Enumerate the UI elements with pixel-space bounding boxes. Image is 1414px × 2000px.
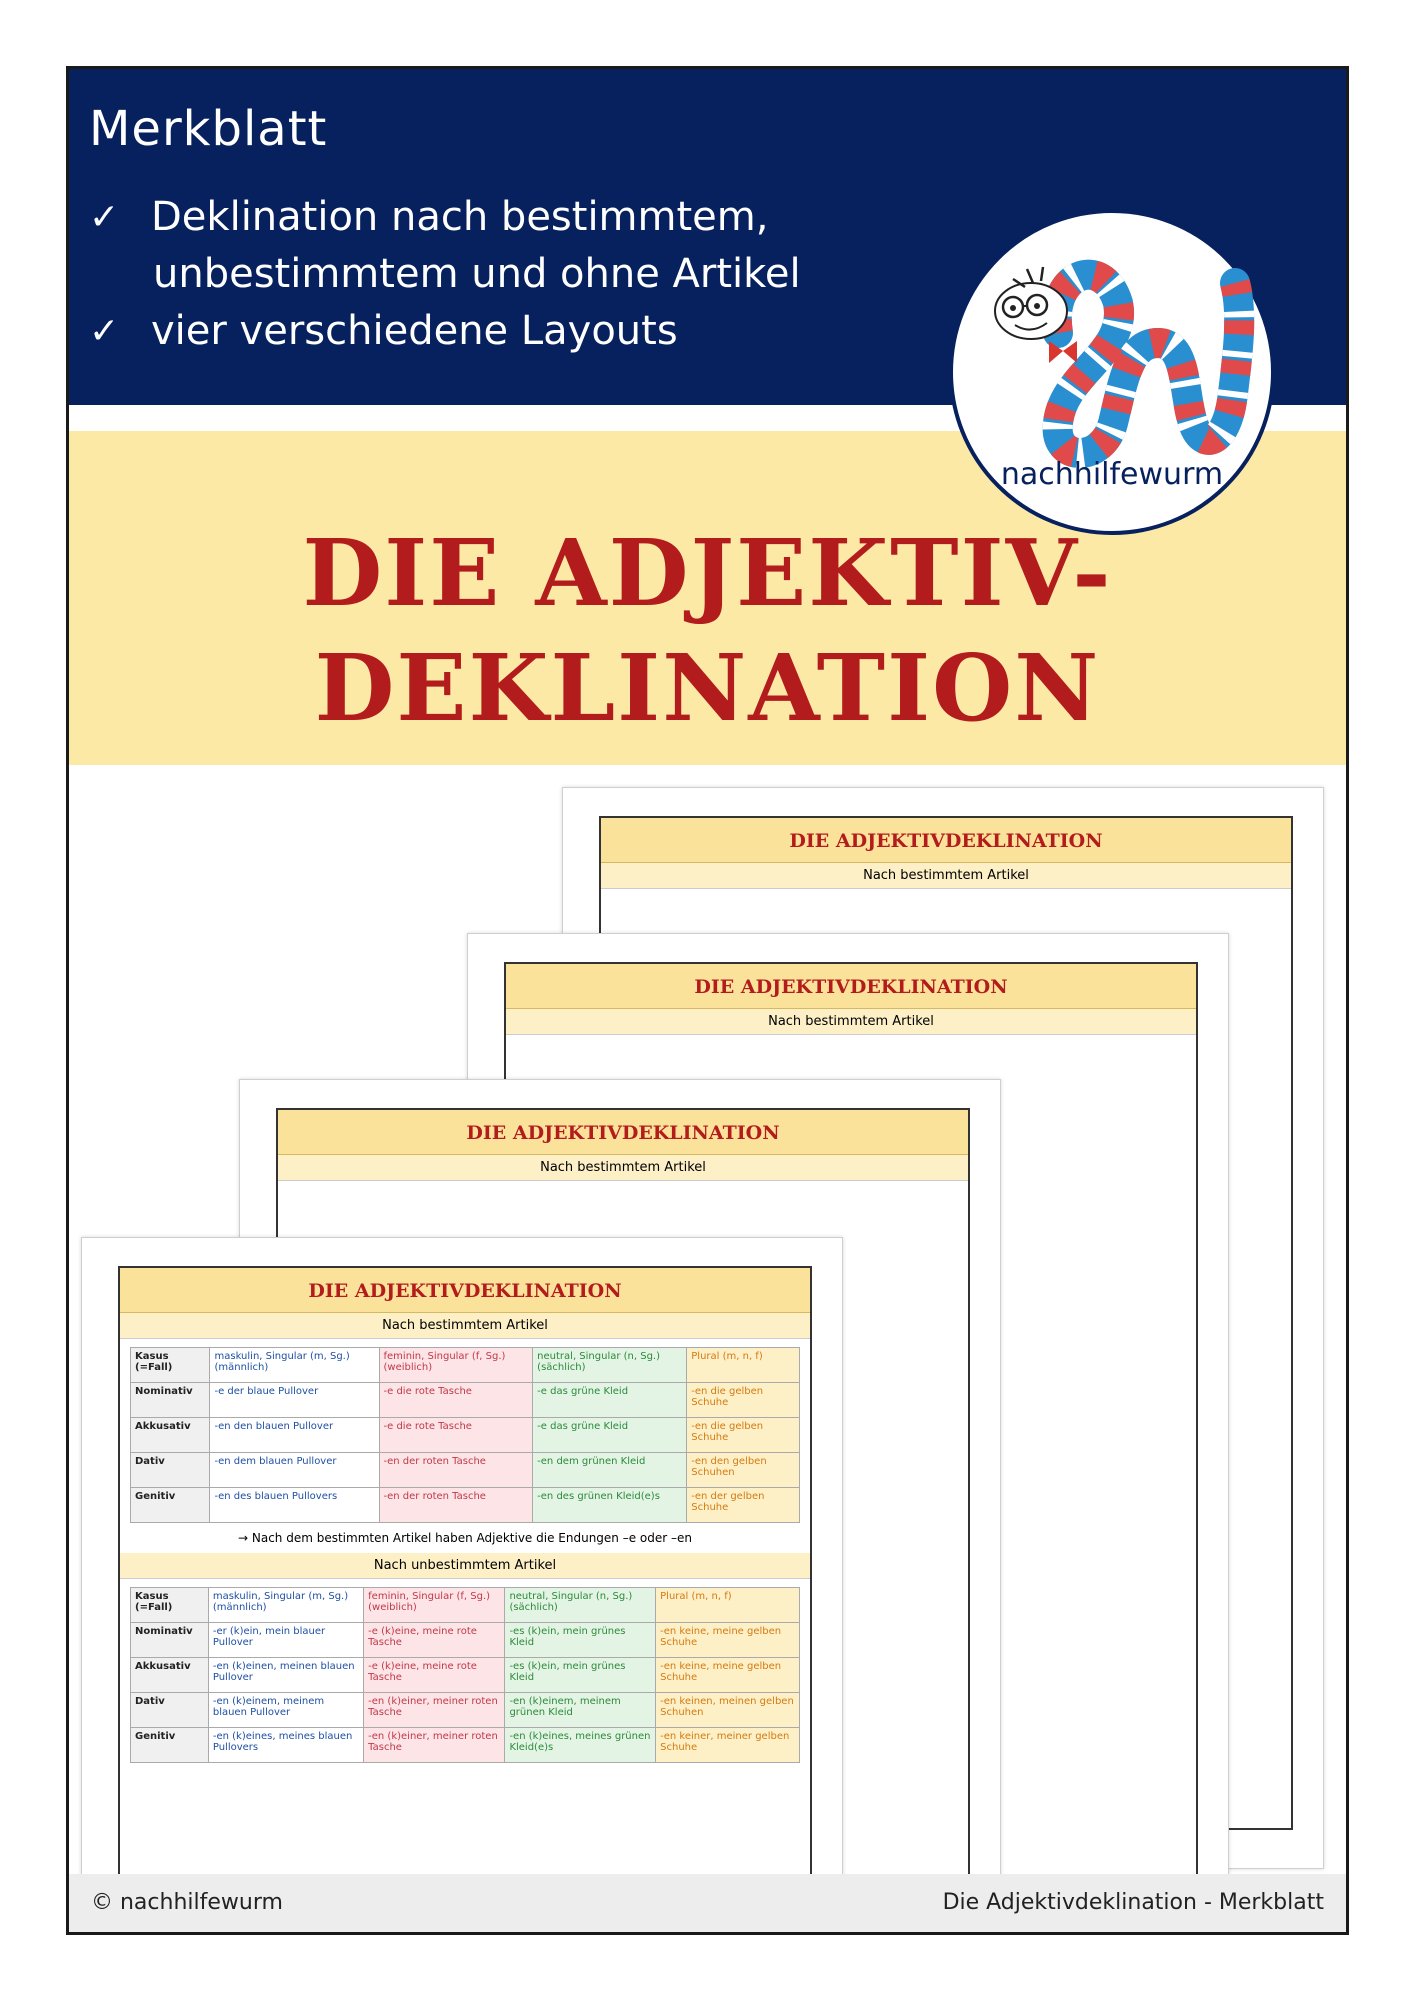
table-header: Kasus (=Fall) [131,1588,209,1623]
table-header: maskulin, Singular (m, Sg.) (männlich) [208,1588,363,1623]
table-cell: -en dem blauen Pullover [210,1453,379,1488]
table-cell: -en den blauen Pullover [210,1418,379,1453]
preview-sheet-inner [118,1266,812,1935]
checkmark-icon: ✓ [89,311,120,352]
table-header: maskulin, Singular (m, Sg.) (männlich) [210,1348,379,1383]
rule-note: → Nach dem bestimmten Artikel haben Adjektive die Endungen –e oder –en [238,1531,692,1545]
preview-sheet-front [81,1237,843,1935]
footer-document-title: Die Adjektivdeklination - Merkblatt [942,1890,1324,1915]
table-row [131,1488,800,1523]
table-cell: -es (k)ein, mein grünes Kleid [505,1658,656,1693]
preview-heading: DIE ADJEKTIVDEKLINATION [601,818,1291,863]
table-cell: -en der roten Tasche [379,1453,533,1488]
table-header: Kasus (=Fall) [131,1348,210,1383]
table-cell: -en des grünen Kleid(e)s [533,1488,687,1523]
table-cell: -en keine, meine gelben Schuhe [656,1658,800,1693]
table-cell: Akkusativ [131,1658,209,1693]
bullet-text: unbestimmtem und ohne Artikel [153,251,801,297]
table-header: neutral, Singular (n, Sg.) (sächlich) [533,1348,687,1383]
logo [949,209,1275,535]
table-row [131,1623,800,1658]
table-cell: -en den gelben Schuhen [687,1453,800,1488]
table-cell: -en keinen, meinen gelben Schuhen [656,1693,800,1728]
table-cell: Dativ [131,1693,209,1728]
declension-table-indefinite [130,1587,800,1763]
table-cell: -es (k)ein, mein grünes Kleid [505,1623,656,1658]
table-cell: Genitiv [131,1728,209,1763]
preview-heading: DIE ADJEKTIVDEKLINATION [506,964,1196,1009]
table-cell: -e das grüne Kleid [533,1383,687,1418]
preview-heading: DIE ADJEKTIVDEKLINATION [120,1268,810,1313]
table-cell: -en (k)eines, meines grünen Kleid(e)s [505,1728,656,1763]
table-cell: -en (k)einer, meiner roten Tasche [364,1728,505,1763]
table-cell: -en (k)einen, meinen blauen Pullover [208,1658,363,1693]
table-cell: -en keine, meine gelben Schuhe [656,1623,800,1658]
table-cell: -en (k)einem, meinem grünen Kleid [505,1693,656,1728]
table-row [131,1383,800,1418]
preview-section-title: Nach bestimmtem Artikel [278,1155,968,1181]
table-cell: Genitiv [131,1488,210,1523]
table-cell: -en der gelben Schuhe [687,1488,800,1523]
table-cell: Dativ [131,1453,210,1488]
table-cell: -en des blauen Pullovers [210,1488,379,1523]
table-cell: -en (k)einer, meiner roten Tasche [364,1693,505,1728]
table-cell: -e (k)eine, meine rote Tasche [364,1623,505,1658]
table-row [131,1728,800,1763]
page-title-line2: DEKLINATION [314,634,1101,742]
table-cell: -en die gelben Schuhe [687,1418,800,1453]
logo-text: nachhilfewurm [1000,457,1224,492]
table-row [131,1658,800,1693]
merkblatt-label: Merkblatt [89,101,328,157]
checkmark-icon: ✓ [89,197,120,238]
table-cell: -en (k)eines, meines blauen Pullovers [208,1728,363,1763]
table-header: neutral, Singular (n, Sg.) (sächlich) [505,1588,656,1623]
table-cell: -e die rote Tasche [379,1383,533,1418]
table-header-row [131,1588,800,1623]
table-cell: -er (k)ein, mein blauer Pullover [208,1623,363,1658]
table-cell: -en (k)einem, meinem blauen Pullover [208,1693,363,1728]
table-cell: -en keiner, meiner gelben Schuhe [656,1728,800,1763]
preview-section-title: Nach unbestimmtem Artikel [120,1553,810,1579]
table-cell: -e das grüne Kleid [533,1418,687,1453]
bullet-text: vier verschiedene Layouts [151,308,678,354]
bullet-text: Deklination nach bestimmtem, [151,194,769,240]
preview-heading: DIE ADJEKTIVDEKLINATION [278,1110,968,1155]
footer-bar [69,1874,1346,1932]
table-header-row [131,1348,800,1383]
page-frame [66,66,1349,1935]
table-header: Plural (m, n, f) [656,1588,800,1623]
copyright-text: © nachhilfewurm [91,1890,283,1915]
table-cell: -en dem grünen Kleid [533,1453,687,1488]
table-cell: -e der blaue Pullover [210,1383,379,1418]
table-cell: -en die gelben Schuhe [687,1383,800,1418]
table-cell: Akkusativ [131,1418,210,1453]
table-cell: Nominativ [131,1383,210,1418]
declension-table-definite [130,1347,800,1523]
preview-section-title: Nach bestimmtem Artikel [601,863,1291,889]
table-row [131,1418,800,1453]
preview-section-title: Nach bestimmtem Artikel [120,1313,810,1339]
table-row [131,1453,800,1488]
preview-section-title: Nach bestimmtem Artikel [506,1009,1196,1035]
table-header: feminin, Singular (f, Sg.) (weiblich) [379,1348,533,1383]
page-title-line1: DIE ADJEKTIV- [302,519,1113,627]
table-header: feminin, Singular (f, Sg.) (weiblich) [364,1588,505,1623]
table-cell: Nominativ [131,1623,209,1658]
table-header: Plural (m, n, f) [687,1348,800,1383]
table-row [131,1693,800,1728]
table-cell: -en der roten Tasche [379,1488,533,1523]
table-cell: -e (k)eine, meine rote Tasche [364,1658,505,1693]
table-cell: -e die rote Tasche [379,1418,533,1453]
